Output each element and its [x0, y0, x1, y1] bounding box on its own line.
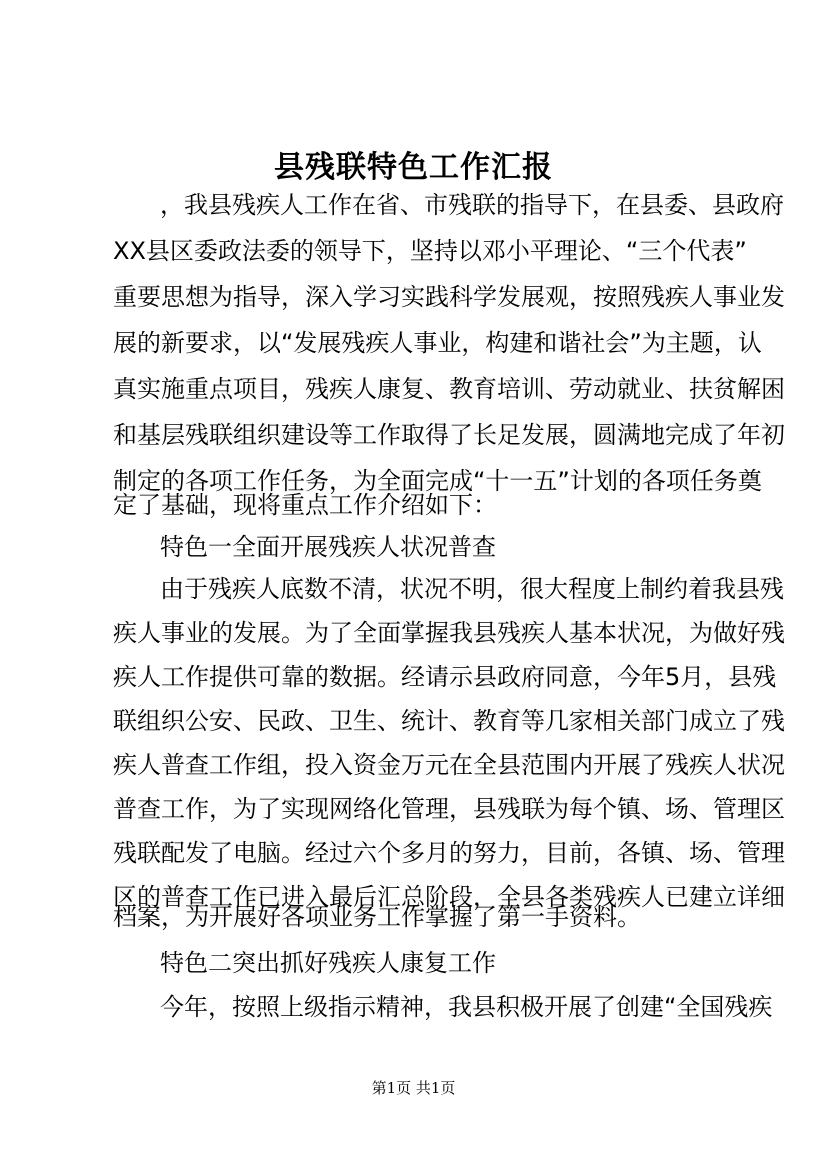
paragraph-line: 疾人工作提供可靠的数据。经请示县政府同意，今年5月，县残 [113, 663, 777, 691]
paragraph-line: 由于残疾人底数不清，状况不明，很大程度上制约着我县残 [160, 575, 784, 603]
paragraph-line: 今年，按照上级指示精神，我县积极开展了创建“全国残疾 [160, 993, 773, 1021]
paragraph-line: 展的新要求，以“发展残疾人事业，构建和谐社会”为主题，认 [113, 329, 762, 357]
paragraph-line: 残联配发了电脑。经过六个多月的努力，目前，各镇、场、管理 [113, 839, 785, 867]
paragraph-line: 区的普查工作已进入最后汇总阶段，全县各类残疾人已建立详细 [113, 883, 785, 911]
paragraph-line: 档案，为开展好各项业务工作掌握了第一手资料。 [113, 903, 641, 931]
paragraph-line: 联组织公安、民政、卫生、统计、教育等几家相关部门成立了残 [113, 707, 785, 735]
paragraph-line: 重要思想为指导，深入学习实践科学发展观，按照残疾人事业发 [113, 283, 785, 311]
paragraph-line: 疾人事业的发展。为了全面掌握我县残疾人基本状况，为做好残 [113, 619, 785, 647]
section-heading: 特色二突出抓好残疾人康复工作 [160, 949, 496, 977]
paragraph-line: ，我县残疾人工作在省、市残联的指导下，在县委、县政府 [160, 191, 784, 219]
paragraph-line: 疾人普查工作组，投入资金万元在全县范围内开展了残疾人状况 [113, 751, 785, 779]
page-footer: 第1页 共1页 [371, 1079, 456, 1097]
paragraph-line: 定了基础，现将重点工作介绍如下： [113, 491, 497, 519]
paragraph-line: 和基层残联组织建设等工作取得了长足发展，圆满地完成了年初 [113, 421, 785, 449]
section-heading: 特色一全面开展残疾人状况普查 [160, 533, 496, 561]
paragraph-line: 普查工作，为了实现网络化管理，县残联为每个镇、场、管理区 [113, 795, 785, 823]
paragraph-line: XX县区委政法委的领导下，坚持以邓小平理论、“三个代表” [113, 237, 747, 265]
paragraph-line: 制定的各项工作任务，为全面完成“十一五”计划的各项任务奠 [113, 467, 762, 495]
document-title: 县残联特色工作汇报 [274, 150, 553, 185]
paragraph-line: 真实施重点项目，残疾人康复、教育培训、劳动就业、扶贫解困 [113, 375, 785, 403]
